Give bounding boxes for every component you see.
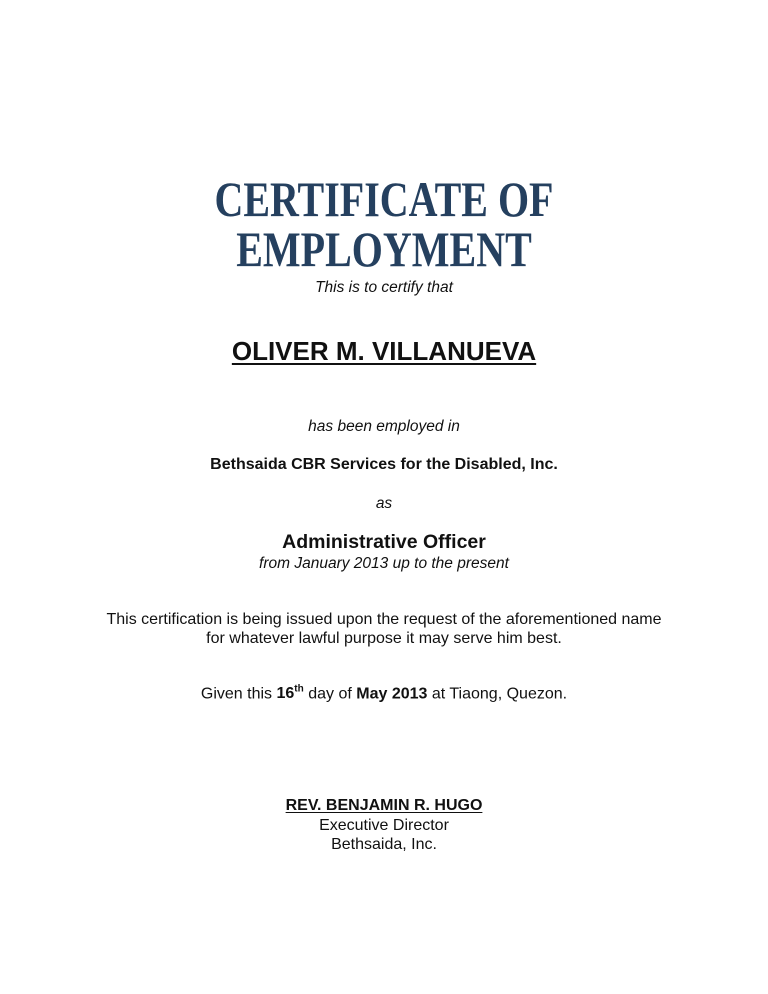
given-middle: day of: [308, 685, 352, 703]
given-prefix: Given this: [200, 685, 273, 703]
given-date-line: [0, 684, 768, 703]
certificate-title: CERTIFICATE OF EMPLOYMENT: [214, 171, 554, 277]
employee-name: OLIVER M. VILLANUEVA: [231, 336, 537, 366]
intro-text: This is to certify that: [315, 279, 453, 296]
day-suffix: th: [294, 684, 304, 695]
signatory-organization: Bethsaida, Inc.: [331, 836, 437, 853]
given-month-year: May 2013: [356, 685, 428, 703]
signatory-title: Executive Director: [319, 817, 449, 834]
day-number: 16: [276, 685, 295, 703]
employed-in-text: has been employed in: [308, 418, 460, 435]
employment-period: from January 2013 up to the present: [259, 555, 509, 572]
given-suffix: at Tiaong, Quezon.: [431, 685, 568, 703]
position-title: Administrative Officer: [282, 531, 486, 553]
as-text: as: [375, 495, 393, 512]
signatory-name: REV. BENJAMIN R. HUGO: [285, 797, 483, 814]
given-day: [277, 685, 304, 702]
purpose-line-2: for whatever lawful purpose it may serve him best.: [206, 630, 562, 647]
organization-name: Bethsaida CBR Services for the Disabled, Inc.: [210, 456, 558, 473]
purpose-line-1: This certification is being issued upon the request of the aforementioned name: [106, 611, 662, 628]
